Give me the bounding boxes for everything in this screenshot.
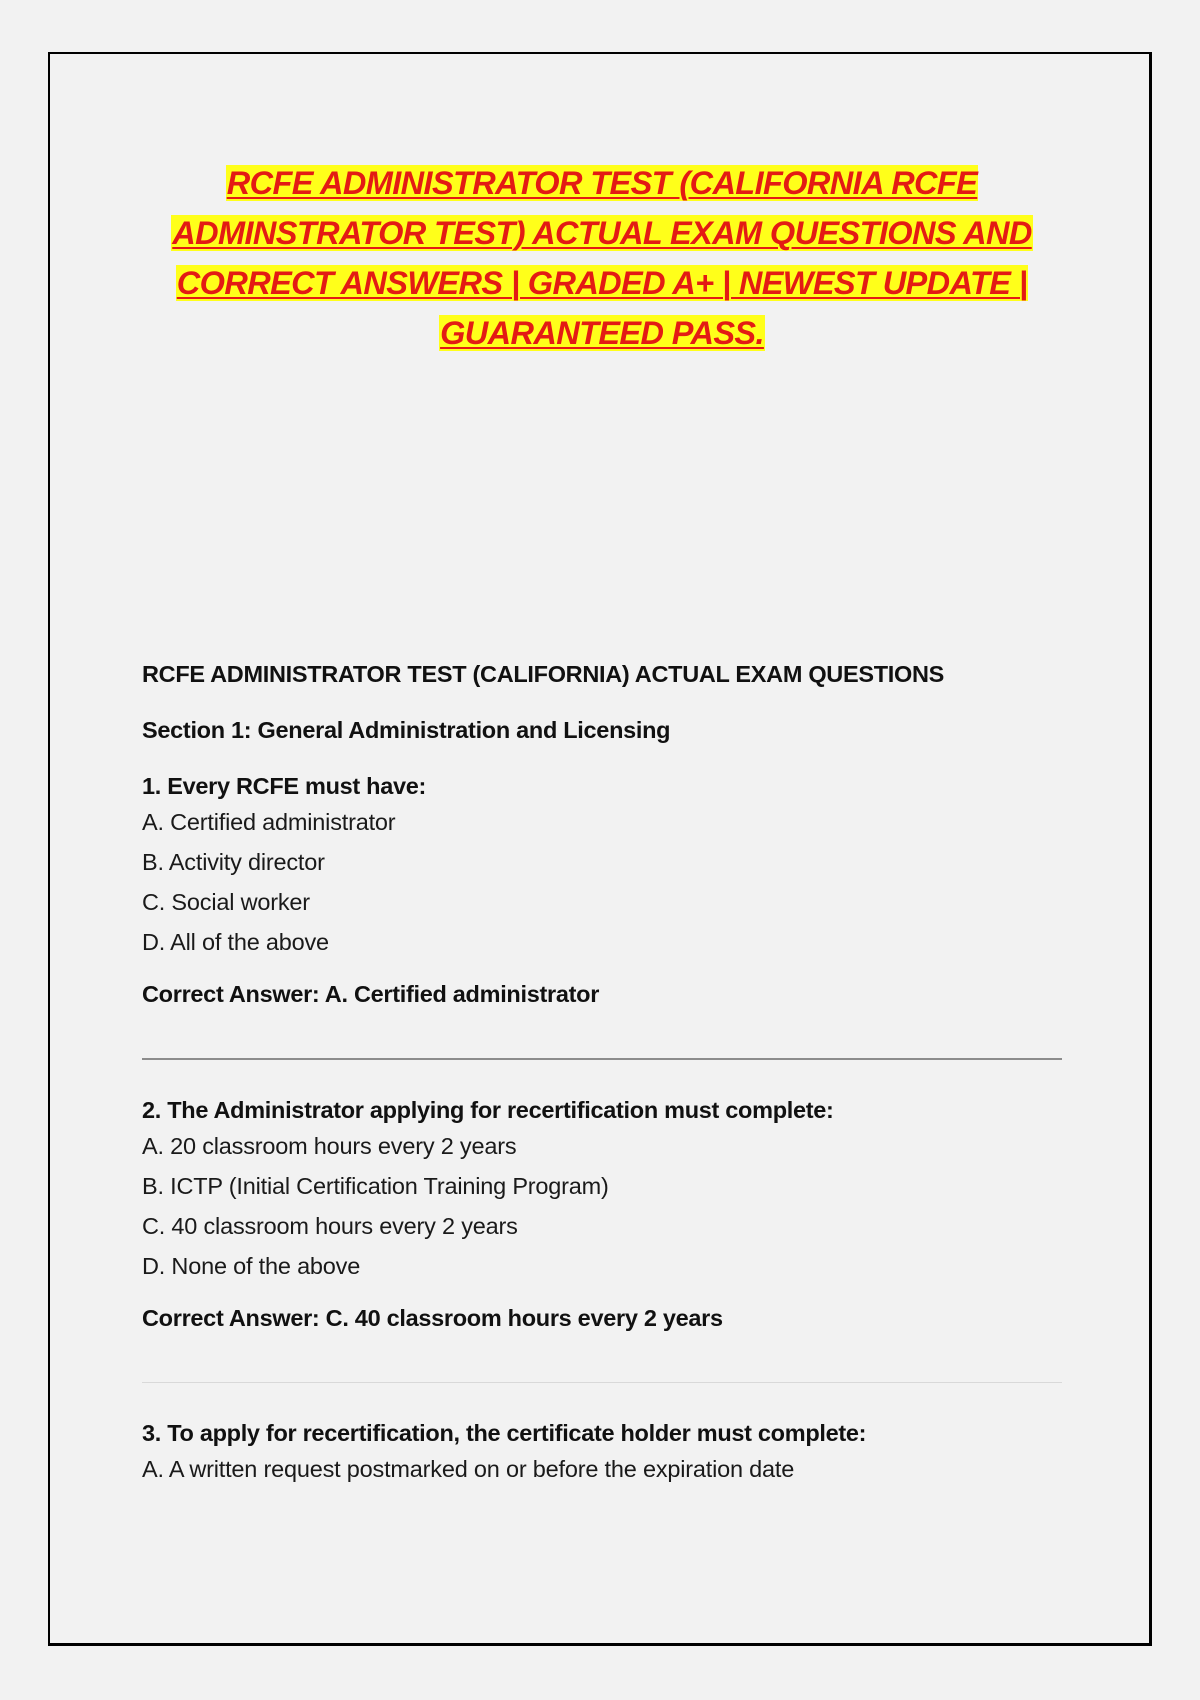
question-divider xyxy=(142,1058,1062,1060)
answer-option: A. A written request postmarked on or before the expiration date xyxy=(142,1456,795,1482)
document-title xyxy=(170,158,1034,358)
question-3 xyxy=(142,1417,1062,1489)
question-text: 3. To apply for recertification, the certificate holder must complete: xyxy=(142,1420,867,1446)
question-divider xyxy=(142,1382,1062,1383)
answer-option: B. ICTP (Initial Certification Training Program) xyxy=(142,1173,609,1199)
section-heading: Section 1: General Administration and Licensing xyxy=(142,717,671,743)
question-1 xyxy=(142,770,1062,1010)
exam-heading: RCFE ADMINISTRATOR TEST (CALIFORNIA) ACTUAL EXAM QUESTIONS xyxy=(142,661,945,687)
answer-option: A. Certified administrator xyxy=(142,809,396,835)
answer-option: B. Activity director xyxy=(142,849,325,875)
question-2 xyxy=(142,1094,1062,1334)
correct-answer: Correct Answer: A. Certified administrator xyxy=(142,981,600,1007)
answer-option: C. Social worker xyxy=(142,889,310,915)
answer-option: C. 40 classroom hours every 2 years xyxy=(142,1213,518,1239)
answer-option: A. 20 classroom hours every 2 years xyxy=(142,1133,517,1159)
question-text: 2. The Administrator applying for recertification must complete: xyxy=(142,1097,834,1123)
document-page xyxy=(48,52,1152,1646)
title-line: CORRECT ANSWERS | GRADED A+ | NEWEST UPDATE | xyxy=(176,265,1028,301)
title-line: RCFE ADMINISTRATOR TEST (CALIFORNIA RCFE xyxy=(226,165,978,201)
question-text: 1. Every RCFE must have: xyxy=(142,773,427,799)
title-line: GUARANTEED PASS. xyxy=(440,315,764,351)
answer-option: D. None of the above xyxy=(142,1253,361,1279)
answer-option: D. All of the above xyxy=(142,929,329,955)
document-content xyxy=(142,658,1062,1489)
title-line: ADMINSTRATOR TEST) ACTUAL EXAM QUESTIONS AND xyxy=(172,215,1032,251)
correct-answer: Correct Answer: C. 40 classroom hours every 2 years xyxy=(142,1305,723,1331)
